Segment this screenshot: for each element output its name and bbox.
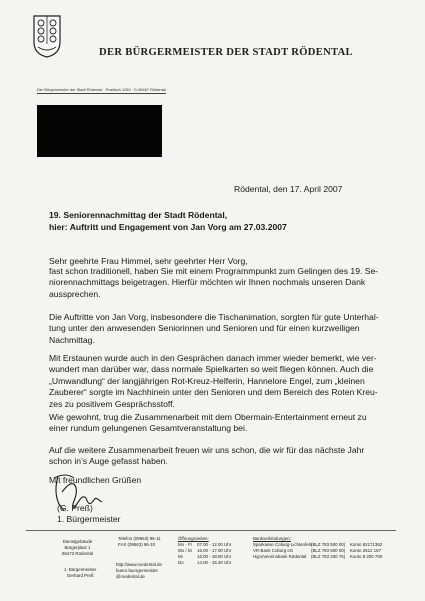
bank-name: Sparkasse Coburg-Lichtenfels — [253, 542, 312, 548]
body-line: schon in’s Auge gefasst haben. — [49, 456, 168, 467]
footer-website: http://www.roedental.de — [116, 562, 162, 567]
footer-phone — [118, 536, 161, 548]
bank-code: (BLZ 783 500 00) — [311, 542, 346, 548]
hours-day: Mo / Di — [178, 548, 192, 554]
body-line: Wie gewohnt, trug die Zusammenarbeit mit dem Obermain-Entertainment erneut zu — [49, 412, 367, 422]
footer-office-line: 96472 Rödental — [62, 551, 94, 557]
footer-opening-hours — [178, 536, 231, 566]
subject-line: 19. Seniorennachmittag der Stadt Rödental, — [49, 210, 228, 220]
footer-blz — [311, 536, 345, 560]
body-line: wundert man darüber war, dass normale Spielkarten so weit fliegen können. Auch die — [49, 364, 374, 375]
footer-phone-line: Telefon (09563) 96-11 — [118, 536, 161, 541]
body-paragraph — [49, 445, 364, 468]
footer-divider — [26, 530, 396, 531]
footer-web — [116, 562, 162, 580]
body-paragraph — [49, 353, 378, 410]
hours-time: 07.00 - 12.00 Uhr — [197, 542, 232, 548]
body-line: einer rundum gelungenen Gesamtveranstaltung bei. — [49, 423, 248, 434]
hours-time: 16.00 - 17.00 Uhr — [197, 548, 232, 554]
coat-of-arms-icon — [32, 14, 62, 58]
body-line: Mit Erstaunen wurde auch in den Gesprächen danach immer wieder bemerkt, wie ver- — [49, 353, 377, 363]
footer-office — [62, 539, 93, 557]
office-title: DER BÜRGERMEISTER DER STADT RÖDENTAL — [99, 47, 353, 58]
footer-accounts — [350, 536, 382, 560]
body-line: aussprechen. — [49, 288, 101, 299]
bank-code: (BLZ 783 600 00) — [311, 548, 346, 554]
signer-block — [57, 503, 121, 526]
bank-name: HypoVereinsbank Rödental — [253, 554, 307, 560]
hours-time: 14.00 - 15.30 Uhr — [197, 560, 232, 566]
redacted-recipient-block — [37, 105, 162, 157]
hours-day: Mi — [178, 554, 183, 560]
signer-title: 1. Bürgermeister — [57, 514, 121, 525]
footer-office-line: Bürgerplatz 1 — [64, 545, 91, 551]
salutation: Sehr geehrte Frau Himmel, sehr geehrter Herr Vorg, — [49, 256, 248, 266]
footer-mayor-line: Gerhard Preß — [66, 573, 94, 579]
footer-email-domain: @roedental.de — [116, 574, 145, 580]
hours-day: Mo - Fr — [178, 542, 193, 548]
bank-code: (BLZ 783 200 76) — [311, 554, 346, 560]
body-line: Zauberer“ sorgte im Nachhinein unter den Senioren und dem Bereich des Roten Kreu- — [49, 387, 378, 398]
date-line: Rödental, den 17. April 2007 — [234, 184, 343, 194]
subject-line: hier: Auftritt und Engagement von Jan Vorg am 27.03.2007 — [49, 221, 287, 232]
footer-mayor — [64, 567, 96, 579]
body-line: fast schon traditionell, haben Sie mit einem Programmpunkt zum Gelingen des 19. Se- — [49, 266, 379, 276]
body-line: Auf die weitere Zusammenarbeit freuen wir uns schon, die wir für das nächste Jahr — [49, 445, 365, 455]
bank-name: VR-Bank Coburg eG — [253, 548, 294, 554]
footer-mayor-line: 1. Bürgermeister — [64, 567, 97, 572]
account-number: Konto 92171362 — [350, 542, 383, 548]
subject-block — [49, 210, 287, 233]
bank-heading: Bankverbindungen: — [253, 536, 291, 541]
account-number: Konto 8 200 700 — [350, 554, 383, 560]
return-address: Der Bürgermeister der Stadt Rödental · Postfach 1260 · D-96467 Rödental — [37, 87, 166, 92]
body-paragraph — [49, 412, 367, 435]
body-line: niorennachmittags beigetragen. Hierfür möchten wir Ihnen nochmals unseren Dank — [49, 277, 366, 288]
body-line: zes zu positivem Gesprächsstoff. — [49, 398, 175, 409]
footer-fax-line: FAX (09563) 96-10 — [118, 542, 156, 548]
body-line: „Umwandlung“ der langjährigen Rot-Kreuz-Helferin, Hannelore Engel, zum „kleinen — [49, 375, 365, 386]
closing-line: Mit freundlichen Grüßen — [49, 475, 142, 485]
hours-heading: Öffnungszeiten: — [178, 536, 209, 541]
hours-day: Do — [178, 560, 184, 566]
footer-banks — [253, 536, 312, 560]
account-number: Konto 2512 157 — [350, 548, 382, 554]
body-line: Nachmittag. — [49, 334, 95, 345]
body-paragraph — [49, 266, 378, 300]
footer-office-line: Dienstgebäude — [62, 539, 93, 544]
signer-name: (G. Preß) — [57, 503, 93, 513]
body-line: Die Auftritte von Jan Vorg, insbesondere die Tischanimation, sorgten für gute Unterhal- — [49, 312, 379, 322]
footer-email: buero.buergermeister — [116, 568, 158, 574]
hours-row — [178, 560, 231, 566]
body-paragraph — [49, 312, 379, 346]
hours-time: 16.00 - 18.00 Uhr — [197, 554, 232, 560]
body-line: tung unter den anwesenden Seniorinnen und Senioren und für einen kurzweiligen — [49, 323, 360, 334]
